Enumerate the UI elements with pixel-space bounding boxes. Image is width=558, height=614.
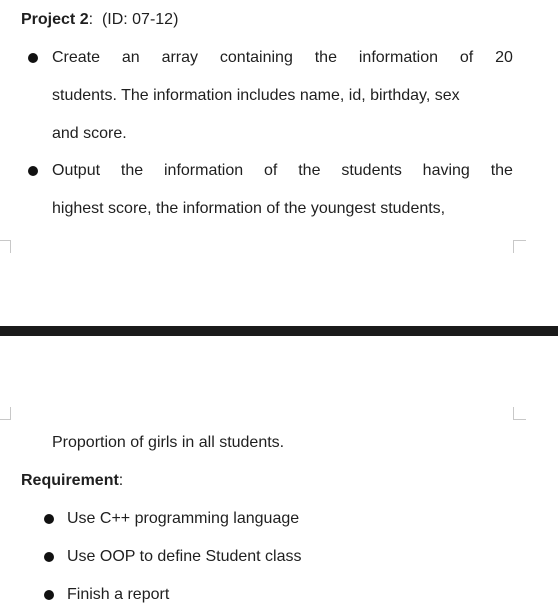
- page-separator: [0, 326, 558, 336]
- task-1-word: 20: [495, 49, 513, 66]
- requirement-title: Requirement: [21, 472, 119, 489]
- task-2-word: information: [164, 162, 244, 179]
- crop-mark-top-left: [0, 240, 11, 253]
- task-1-word: of: [459, 49, 474, 66]
- requirement-heading: [21, 471, 123, 491]
- task-2-line-3: Proportion of girls in all students.: [52, 434, 285, 451]
- task-2-word: the: [298, 162, 321, 179]
- requirement-1-bullet: [44, 514, 54, 524]
- crop-mark-top-right: [513, 240, 526, 253]
- task-2-word: Output: [52, 162, 101, 179]
- requirement-2-bullet: [44, 552, 54, 562]
- crop-mark-bottom-left: [0, 407, 11, 420]
- task-2-bullet: [28, 166, 38, 176]
- task-1-word: an: [121, 49, 140, 66]
- task-2-word: the: [490, 162, 513, 179]
- task-1-line-1: [52, 48, 513, 68]
- requirement-colon: :: [118, 472, 124, 489]
- crop-mark-bottom-right: [513, 407, 526, 420]
- requirement-3-bullet: [44, 590, 54, 600]
- task-1-word: information: [358, 49, 439, 66]
- task-2-word: the: [120, 162, 144, 179]
- project-heading: [21, 10, 178, 30]
- project-title-colon: :: [88, 11, 94, 28]
- requirement-item: Use C++ programming language: [67, 510, 300, 527]
- task-2-word: students: [341, 162, 402, 179]
- task-2-line-2: highest score, the information of the youngest students,: [52, 200, 446, 217]
- project-title: Project 2: [21, 11, 89, 28]
- task-1-word: array: [161, 49, 199, 66]
- project-id: (ID: 07-12): [101, 11, 179, 28]
- task-2-word: having: [422, 162, 470, 179]
- task-1-line-2: students. The information includes name, id, birthday, sex: [52, 87, 460, 104]
- task-1-line-3: and score.: [52, 125, 127, 142]
- task-1-bullet: [28, 53, 38, 63]
- task-2-line-1: [52, 161, 513, 181]
- task-1-word: Create: [52, 49, 101, 66]
- task-2-word: of: [264, 162, 278, 179]
- task-1-word: the: [314, 49, 337, 66]
- task-1-word: containing: [219, 49, 293, 66]
- requirement-item: Use OOP to define Student class: [67, 548, 302, 565]
- requirement-item: Finish a report: [67, 586, 170, 603]
